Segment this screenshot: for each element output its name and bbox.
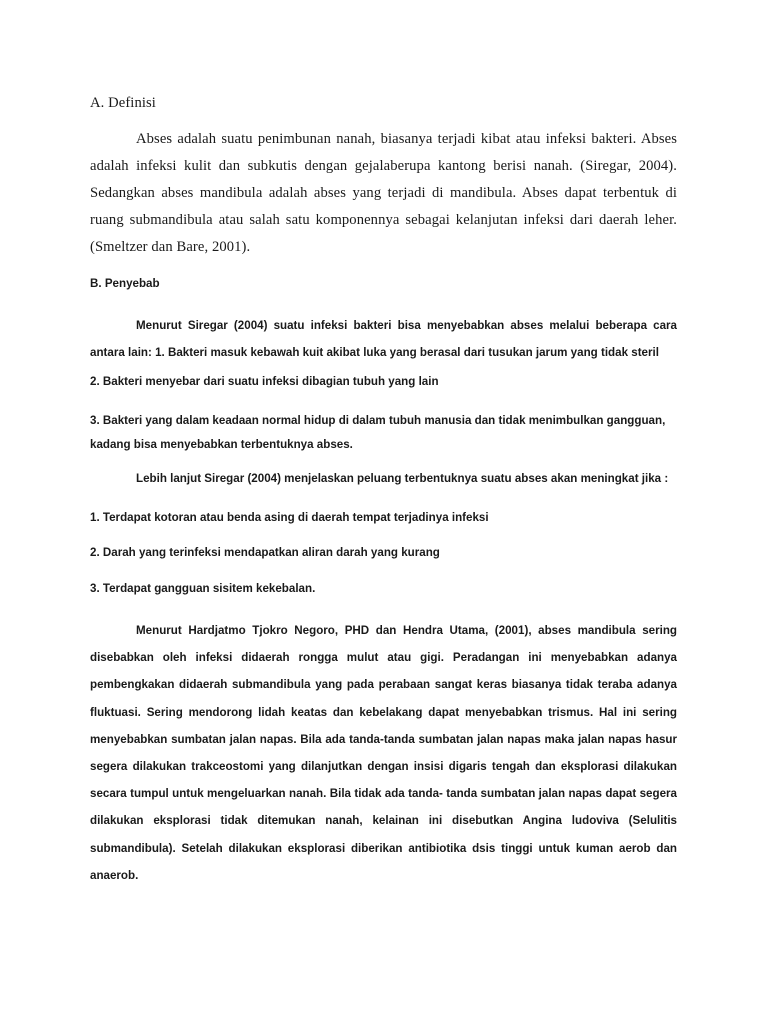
- condition-item: 1. Terdapat kotoran atau benda asing di daerah tempat terjadinya infeksi: [90, 511, 489, 524]
- section-b-closing: Menurut Hardjatmo Tjokro Negoro, PHD dan Hendra Utama, (2001), abses mandibula sering disebabkan oleh infeksi didaerah rongga mulut atau gigi. Peradangan ini menyebabkan adanya pembengkakan didaerah submandibula yang pada perabaan sangat keras biasanya tidak teraba adanya fluktuasi. Sering mendorong lidah keatas dan kebelakang dapat menyebabkan trismus. Hal ini sering menyebabkan sumbatan jalan napas. Bila ada tanda-tanda sumbatan jalan napas maka jalan napas hasur segera dilakukan trakceostomi yang dilanjutkan dengan insisi digaris tengah dan eksplorasi dilakukan secara tumpul untuk mengeluarkan nanah. Bila tidak ada tanda- tanda sumbatan jalan napas dapat segera dilakukan eksplorasi tidak ditemukan nanah, kelainan ini disebutkan Angina ludoviva (Selulitis submandibula). Setelah dilakukan eksplorasi diberikan antibiotika dsis tinggi untuk kuman aerob dan anaerob.: [90, 624, 677, 882]
- cause-item: 2. Bakteri menyebar dari suatu infeksi dibagian tubuh yang lain: [90, 375, 439, 388]
- cause-item: 3. Bakteri yang dalam keadaan normal hidup di dalam tubuh manusia dan tidak menimbulkan gangguan, kadang bisa menyebabkan terbentuknya abses.: [90, 414, 666, 451]
- section-b-heading: B. Penyebab: [90, 277, 160, 290]
- section-b-further: Lebih lanjut Siregar (2004) menjelaskan peluang terbentuknya suatu abses akan meningkat jika :: [136, 472, 669, 485]
- section-b-intro: Menurut Siregar (2004) suatu infeksi bakteri bisa menyebabkan abses melalui beberapa cara antara lain: 1. Bakteri masuk kebawah kuit akibat luka yang berasal dari tusukan jarum yang tidak steril: [90, 319, 677, 359]
- section-a-paragraph: Abses adalah suatu penimbunan nanah, biasanya terjadi kibat atau infeksi bakteri. Abses adalah infeksi kulit dan subkutis dengan gejalaberupa kantong berisi nanah. (Siregar, 2004). Sedangkan abses mandibula adalah abses yang terjadi di mandibula. Abses dapat terbentuk di ruang submandibula atau salah satu komponennya sebagai kelanjutan infeksi dari daerah leher. (Smeltzer dan Bare, 2001).: [90, 131, 677, 255]
- condition-item: 3. Terdapat gangguan sisitem kekebalan.: [90, 582, 316, 595]
- condition-item: 2. Darah yang terinfeksi mendapatkan aliran darah yang kurang: [90, 546, 440, 559]
- section-a-heading: A. Definisi: [90, 95, 156, 111]
